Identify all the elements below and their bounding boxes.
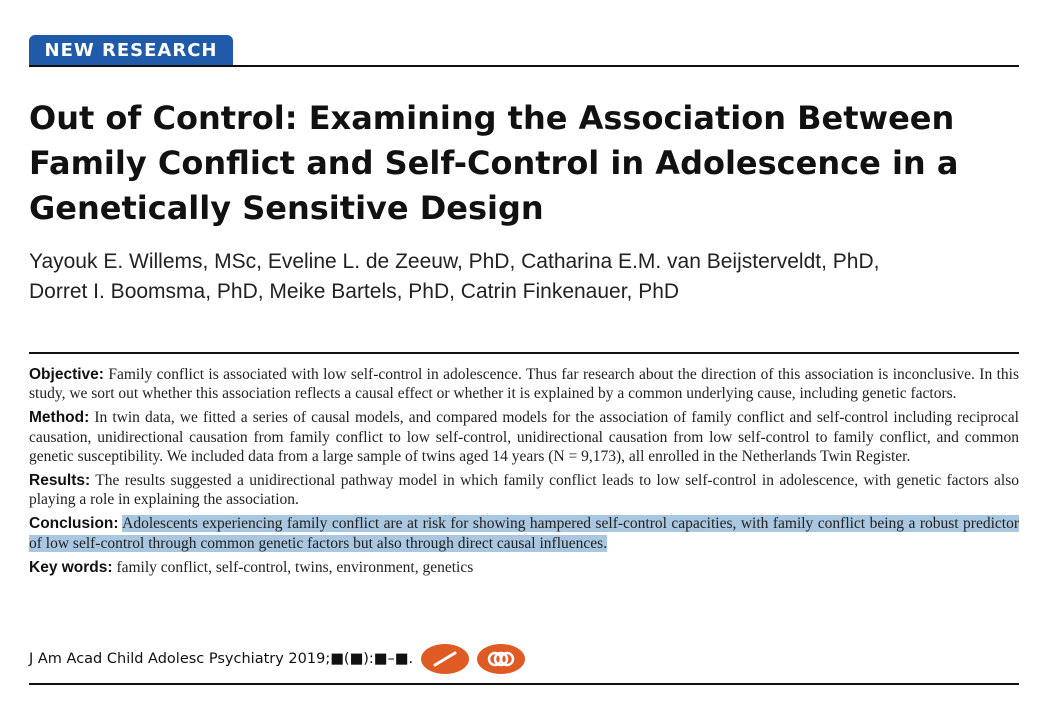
objective-label: Objective:: [29, 366, 104, 383]
author-line: Dorret I. Boomsma, PhD, Meike Bartels, PhD, Catrin Finkenauer, PhD: [29, 280, 680, 303]
abstract-divider: [29, 352, 1019, 354]
method-section: [29, 408, 1019, 466]
results-label: Results:: [29, 472, 91, 490]
title-line: Out of Control: Examining the Association Between: [29, 99, 955, 137]
title-line: Family Conflict and Self-Control in Adolescence in a: [29, 144, 959, 182]
top-divider: [29, 65, 1019, 67]
conclusion-section: [29, 514, 1019, 552]
bottom-divider: [29, 683, 1019, 685]
section-badge: NEW RESEARCH: [29, 35, 233, 66]
method-text: In twin data, we fitted a series of causal models, and compared models for the association of family conflict and self-control including reciprocal causation, unidirectional causation from family conflict to low self-control, unidirectional causation from low self-control to family conflict, and common genetic susceptibility. We included data from a large sample of twins aged 14 years (N = 9,173), all enrolled in the Netherlands Twin Register.: [29, 409, 1019, 465]
linked-content-icon[interactable]: [477, 644, 525, 674]
author-list: [29, 247, 1019, 307]
article-title: [29, 96, 1019, 231]
objective-section: [29, 365, 1019, 403]
journal-citation: J Am Acad Child Adolesc Psychiatry 2019;■(■):■–■.: [29, 651, 414, 667]
citation-row: [29, 644, 525, 674]
objective-text: Family conflict is associated with low self-control in adolescence. Thus far research about the direction of this association is inconclusive. In this study, we sort out whether this association reflects a causal effect or whether it is explained by a common underlying cause, including genetic factors.: [29, 366, 1020, 403]
results-text: The results suggested a unidirectional pathway model in which family conflict leads to low self-control in adolescence, with genetic factors also playing a role in explaining the association.: [29, 472, 1019, 509]
conclusion-text-highlighted[interactable]: Adolescents experiencing family conflict are at risk for showing hampered self-control capacities, with family conflict being a robust predictor of low self-control through common genetic factors but also through direct causal influences.: [29, 515, 1019, 552]
keywords-text: family conflict, self-control, twins, environment, genetics: [116, 558, 474, 576]
title-line: Genetically Sensitive Design: [29, 189, 544, 227]
results-section: [29, 471, 1019, 509]
method-label: Method:: [29, 409, 90, 427]
keywords-section: [29, 558, 1019, 577]
abstract: [29, 365, 1019, 582]
keywords-label: Key words:: [29, 558, 113, 576]
conclusion-label: Conclusion:: [29, 515, 119, 533]
clinical-guidance-icon[interactable]: [421, 644, 469, 674]
author-line: Yayouk E. Willems, MSc, Eveline L. de Zeeuw, PhD, Catharina E.M. van Beijsterveldt, PhD,: [29, 250, 880, 273]
